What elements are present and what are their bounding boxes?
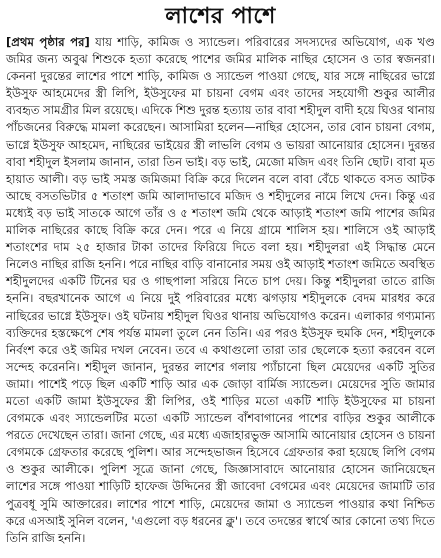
article-headline: লাশের পাশে (165, 4, 276, 29)
article-body-text: যায় শাড়ি, কামিজ ও স্যান্ডেল। পরিবারের সদস্যদের অভিযোগ, এক খণ্ড জমির জন্য অবুঝ শিশুকে হত্যা করেছে পাশের জমির মালিক নাছির হোসেন ও তার স্বজনরা। কেননা দুরন্তের লাশের পাশে শাড়ি, কামিজ ও স্যান্ডেল পাওয়া গেছে, যার সঙ্গে নাছিরের ভাগ্নে ইউসুফ আহমেদের স্ত্রী লিপি, ইউসুফের মা চায়না বেগম এবং তাদের সহযোগী শুকুর আলীর ব্যবহৃত সামগ্রীর মিল রয়েছে। এদিকে শিশু দুরন্ত হত্যায় তার বাবা শহীদুল বাদী হয়ে ঘিওর থানায় পাঁচজনের বিরুদ্ধে মামলা করেছেন। আসামিরা হলেন—নাছির হোসেন, তার বোন চায়না বেগম, ভাগ্নে ইউসুফ আহমেদ, নাছিরের ভাইয়ের স্ত্রী লাভলি বেগম ও ভায়রা আনোয়ার হোসেন। দুরন্তর বাবা শহীদুল ইসলাম জানান, তারা তিন ভাই। বড় ভাই, মেজো মজিদ এবং তিনি ছোট। বাবা মৃত হায়াত আলী। বড় ভাই সমস্ত জমিজমা বিক্রি করে দিলেন বলে বাবা বেঁচে থাকতে বসত আটক আছে বসতভিটার ৫ শতাংশ জমি আলাদাভাবে মজিদ ও শহীদুলের নামে লিখে দেন। কিন্তু এর মধ্যেই বড় ভাই সাতকে আগে তাঁর ও ৫ শতাংশ জমি থেকে আড়াই শতাংশ জমি পাশের জমির মালিক নাছিরের কাছে বিক্রি করে দেন। পরে এ নিয়ে গ্রামে শালিস হয়। শালিসে ওই আড়াই শতাংশের দাম ২৫ হাজার টাকা তাদের ফিরিয়ে দিতে বলা হয়। শহীদুলরা এই সিদ্ধান্ত মেনে নিলেও নাছির রাজি হননি। পরে নাছির বাড়ি বানানোর সময় ওই আড়াই শতাংশ জমিতে অবস্থিত শহীদুলদের একটি টিনের ঘর ও গাছপালা সরিয়ে নিতে চাপ দেয়। কিন্তু শহীদুলরা তাতে রাজি হননি। বছরখানেক আগে এ নিয়ে দুই পরিবারের মধ্যে ঝগড়ায় শহীদুলকে বেদম মারধর করে নাছিরের ভাগ্নে ইউসুফ। ওই ঘটনায় শহীদুল ঘিওর থানায় অভিযোগও করেন। এলাকার গণ্যমান্য ব্যক্তিদের হস্তক্ষেপে শেষ পর্যন্ত মামলা তুলে নেন তিনি। এর পরও ইউসুফ হুমকি দেন, শহীদুলকে নির্বংশ করে ওই জমির দখল নেবেন। তবে এ কথাগুলো তারা তার ছেলেকে হত্যা করবেন বলে সন্দেহ করেননি। শহীদুল জানান, দুরন্তর লাশের গলায় প্যাঁচানো ছিল মেয়েদের একটি সুতির জামা। পাশেই পড়ে ছিল একটি শাড়ি আর এক জোড়া বার্মিজ স্যান্ডেল। মেয়েদের সুতি জামার মতো একটি জামা ইউসুফের স্ত্রী লিপির, ওই শাড়ির মতো একটি শাড়ি ইউসুফের মা চায়না বেগমকে এবং স্যান্ডেলটির মতো একটি স্যান্ডেল বাঁশবাগানের পাশের বাড়ির শুকুর আলীকে পরতে দেখেছেন তারা। জানা গেছে, এর মধ্যে এজাহারভুক্ত আসামি আনোয়ার হোসেন ও চায়না বেগমকে গ্রেফতার করেছে পুলিশ। আর সন্দেহভাজন হিসেবে গ্রেফতার করা হয়েছে লিপি বেগম ও শুকুর আলীকে। পুলিশ সূত্রে জানা গেছে, জিজ্ঞাসাবাদে আনোয়ার হোসেন জানিয়েছেন লাশের সঙ্গে পাওয়া শাড়িটি হাফেজ উদ্দিনের স্ত্রী জাবেদা বেগমের এবং মেয়েদের জামাটি তার পুত্রবধূ সুমি আক্তারের। লাশের পাশে শাড়ি, মেয়েদের জামা ও স্যান্ডেল পাওয়ার কথা নিশ্চিত করে এসআই সুনিল বলেন, 'এগুলো বড় ধরনের ক্লু'। তবে তদন্তের স্বার্থে আর কোনো তথ্য দিতে তিনি রাজি হননি। (6, 35, 436, 545)
article-body (6, 34, 435, 547)
continued-from-front-page-label: [প্রথম পৃষ্ঠার পর] (6, 35, 90, 49)
